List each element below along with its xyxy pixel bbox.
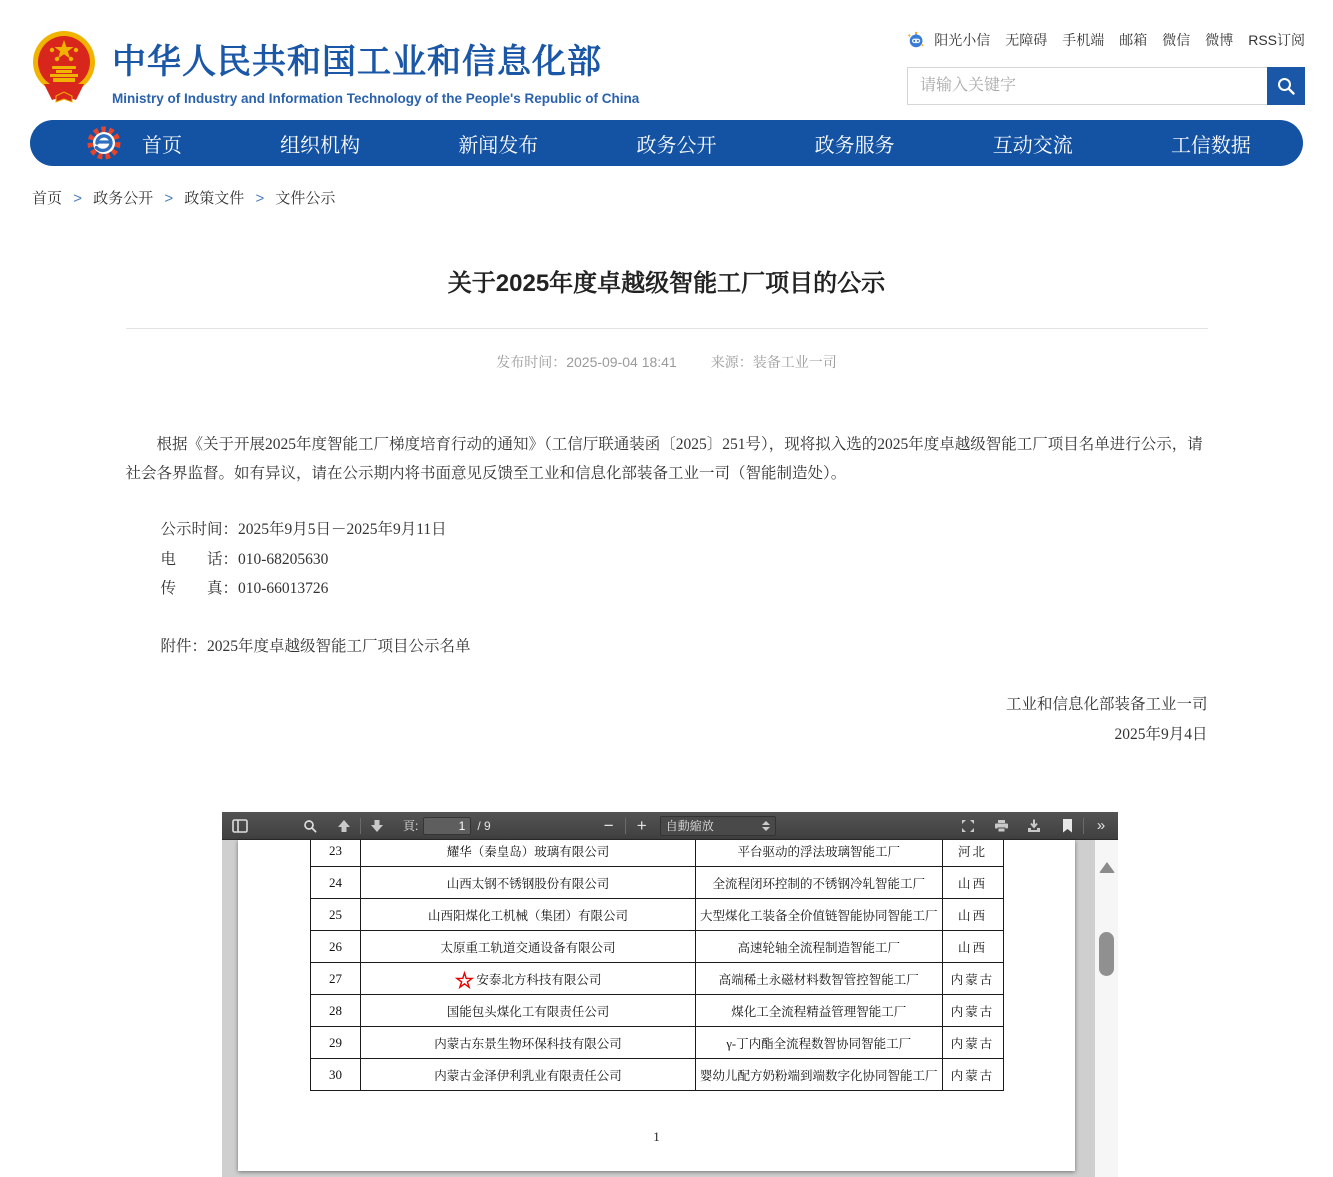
attachment-line: [126, 632, 1208, 661]
find-icon[interactable]: [298, 815, 322, 837]
article-meta: [126, 352, 1208, 372]
mascot-robot-icon: [907, 30, 925, 50]
nav-item-data[interactable]: 工信数据: [1170, 134, 1251, 157]
publicity-period-line: 公示时间：2025年9月5日－2025年9月11日: [160, 521, 447, 538]
top-utility-links: [907, 30, 1305, 50]
search-input[interactable]: [907, 67, 1267, 105]
page-down-icon[interactable]: [365, 815, 389, 837]
scrollbar-thumb[interactable]: [1099, 932, 1114, 976]
pdf-canvas-area: [222, 840, 1118, 1177]
page-label: 頁:: [403, 819, 419, 833]
nav-item-interaction[interactable]: 互动交流: [992, 134, 1073, 157]
site-subtitle: Ministry of Industry and Information Technology of the People's Republic of China: [112, 91, 640, 106]
zoom-out-button[interactable]: −: [603, 815, 614, 835]
table-row: 26 太原重工轨道交通设备有限公司 高速轮轴全流程制造智能工厂 山西: [311, 931, 1004, 963]
nav-item-news[interactable]: 新闻发布: [458, 134, 539, 157]
article-paragraph: 根据《关于开展2025年度智能工厂梯度培育行动的通知》（工信厅联通装函〔2025〕251号），现将拟入选的2025年度卓越级智能工厂项目名单进行公示，请社会各界监督。如有异议，请在公示期内将书面意见反馈至工业和信息化部装备工业一司（智能制造处）。: [125, 436, 1203, 482]
link-wechat[interactable]: 微信: [1162, 32, 1191, 48]
dropdown-spinner-icon: [762, 821, 770, 831]
zoom-in-button[interactable]: +: [636, 815, 647, 835]
download-icon[interactable]: [1022, 815, 1046, 837]
signature-date: 2025年9月4日: [1114, 725, 1208, 743]
table-row: 30 内蒙古金泽伊利乳业有限责任公司 婴幼儿配方奶粉端到端数字化协同智能工厂 内蒙古: [311, 1059, 1004, 1091]
link-mobile[interactable]: 手机端: [1062, 32, 1105, 48]
smart-factory-table: [310, 840, 1004, 1091]
link-rss[interactable]: RSS订阅: [1248, 32, 1305, 48]
breadcrumb-file-publicity[interactable]: 文件公示: [275, 190, 336, 207]
breadcrumb-gov-disclosure[interactable]: 政务公开: [93, 190, 154, 207]
breadcrumb: [32, 187, 1303, 208]
table-row: 29 内蒙古东景生物环保科技有限公司 γ-丁内酯全流程数智协同智能工厂 内蒙古: [311, 1027, 1004, 1059]
breadcrumb-separator: >: [255, 190, 265, 207]
publish-time: 2025-09-04 18:41: [566, 354, 677, 370]
phone-line: 电 话：010-68205630: [160, 550, 329, 568]
table-row-starred: 27 ☆ 安泰北方科技有限公司 高端稀土永磁材料数智管控智能工厂 内蒙古: [311, 963, 1004, 995]
page-title: 关于2025年度卓越级智能工厂项目的公示: [447, 270, 886, 297]
page-total: / 9: [477, 818, 491, 833]
more-tools-icon[interactable]: »: [1096, 817, 1104, 834]
star-annotation-icon: ☆: [454, 967, 475, 993]
site-brand: [32, 26, 639, 106]
bookmark-icon[interactable]: [1055, 815, 1079, 837]
nav-item-gov-disclosure[interactable]: 政务公开: [636, 134, 717, 157]
site-title: 中华人民共和国工业和信息化部: [112, 43, 602, 81]
scroll-up-arrow-icon[interactable]: [1099, 862, 1115, 873]
signature-department: 工业和信息化部装备工业一司: [1005, 695, 1208, 713]
search-button[interactable]: [1267, 67, 1305, 105]
main-nav: [30, 120, 1303, 166]
zoom-select-value: 自動縮放: [665, 819, 714, 833]
link-mail[interactable]: 邮箱: [1119, 32, 1148, 48]
title-divider: [126, 328, 1208, 329]
national-emblem-icon: [32, 26, 96, 104]
pdf-scrollbar[interactable]: [1095, 840, 1118, 1177]
article: [126, 263, 1208, 750]
breadcrumb-home[interactable]: 首页: [32, 190, 63, 207]
link-accessibility[interactable]: 无障碍: [1005, 32, 1048, 48]
table-row: 28 国能包头煤化工有限责任公司 煤化工全流程精益管理智能工厂 内蒙古: [311, 995, 1004, 1027]
presentation-mode-icon[interactable]: [956, 815, 980, 837]
attachment-link[interactable]: 2025年度卓越级智能工厂项目公示名单: [207, 637, 471, 655]
pdf-toolbar: [222, 812, 1118, 840]
publish-time-label: 发布时间：: [496, 354, 567, 370]
source-label: 来源：: [710, 354, 753, 370]
print-icon[interactable]: [989, 815, 1013, 837]
link-weibo[interactable]: 微博: [1205, 32, 1234, 48]
table-row: 25 山西阳煤化工机械（集团）有限公司 大型煤化工装备全价值链智能协同智能工厂 山西: [311, 899, 1004, 931]
nav-item-home[interactable]: 首页: [142, 134, 182, 157]
site-header: [0, 0, 1333, 106]
page-number-input[interactable]: [423, 817, 471, 835]
page-up-icon[interactable]: [332, 815, 356, 837]
breadcrumb-policy-files[interactable]: 政策文件: [184, 190, 245, 207]
breadcrumb-separator: >: [73, 190, 82, 207]
search-icon: [1276, 76, 1296, 96]
breadcrumb-separator: >: [164, 190, 174, 207]
nav-item-organization[interactable]: 组织机构: [280, 134, 361, 157]
sidebar-toggle-icon[interactable]: [228, 815, 252, 837]
pdf-viewer: [222, 812, 1118, 1177]
table-row: 23 耀华（秦皇岛）玻璃有限公司 平台驱动的浮法玻璃智能工厂 河北: [311, 840, 1004, 867]
miit-gear-logo-icon: [86, 125, 122, 161]
link-sunshine-xiaoxin[interactable]: 阳光小信: [934, 32, 991, 48]
pdf-page: [238, 840, 1075, 1171]
nav-item-gov-services[interactable]: 政务服务: [814, 134, 895, 157]
attachment-label: 附件：: [160, 637, 208, 655]
pdf-page-number: 1: [653, 1129, 660, 1144]
zoom-select-dropdown[interactable]: [660, 816, 776, 836]
table-row: 24 山西太钢不锈钢股份有限公司 全流程闭环控制的不锈钢冷轧智能工厂 山西: [311, 867, 1004, 899]
fax-line: 传 真：010-66013726: [160, 580, 329, 597]
source-value: 装备工业一司: [752, 354, 837, 370]
